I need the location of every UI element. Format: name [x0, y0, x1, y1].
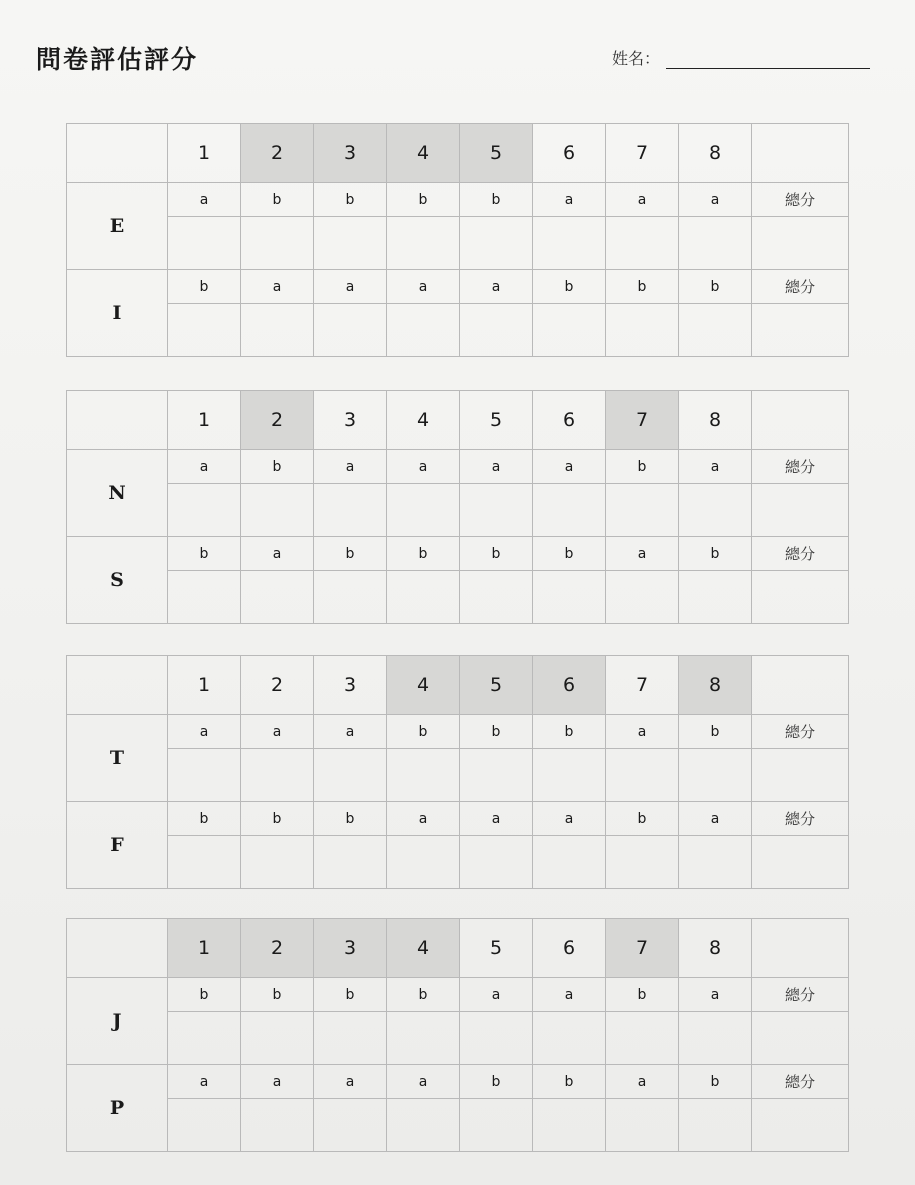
- answer-row-j: [67, 978, 849, 1012]
- answer-key-p-6: b: [533, 1065, 606, 1099]
- total-label-t: 總分: [752, 715, 849, 749]
- answer-row-e: [67, 183, 849, 217]
- answer-key-p-3: a: [314, 1065, 387, 1099]
- answer-key-j-3: b: [314, 978, 387, 1012]
- type-letter-n: N: [67, 450, 168, 537]
- entry-cell-t-1[interactable]: [168, 749, 241, 802]
- total-entry-n[interactable]: [752, 484, 849, 537]
- question-number-7: 7: [606, 391, 679, 450]
- entry-cell-p-3[interactable]: [314, 1099, 387, 1152]
- answer-key-e-5: b: [460, 183, 533, 217]
- answer-key-f-2: b: [241, 802, 314, 836]
- answer-key-s-6: b: [533, 537, 606, 571]
- total-label-f: 總分: [752, 802, 849, 836]
- question-number-3: 3: [314, 919, 387, 978]
- answer-key-f-3: b: [314, 802, 387, 836]
- entry-cell-n-1[interactable]: [168, 484, 241, 537]
- answer-key-t-7: a: [606, 715, 679, 749]
- answer-row-n: [67, 450, 849, 484]
- score-table-t-f: [66, 655, 849, 889]
- entry-row-n: [67, 484, 849, 537]
- header-row: [67, 391, 849, 450]
- answer-key-t-2: a: [241, 715, 314, 749]
- entry-cell-p-5[interactable]: [460, 1099, 533, 1152]
- total-entry-f[interactable]: [752, 836, 849, 889]
- answer-key-i-1: b: [168, 270, 241, 304]
- total-header-cell: [752, 656, 849, 715]
- question-number-7: 7: [606, 919, 679, 978]
- entry-cell-e-2[interactable]: [241, 217, 314, 270]
- question-number-1: 1: [168, 391, 241, 450]
- entry-cell-f-3[interactable]: [314, 836, 387, 889]
- entry-cell-s-3[interactable]: [314, 571, 387, 624]
- answer-key-j-5: a: [460, 978, 533, 1012]
- answer-key-j-8: a: [679, 978, 752, 1012]
- corner-cell: [67, 124, 168, 183]
- entry-cell-t-2[interactable]: [241, 749, 314, 802]
- answer-key-s-4: b: [387, 537, 460, 571]
- answer-key-e-4: b: [387, 183, 460, 217]
- entry-cell-j-4[interactable]: [387, 1012, 460, 1065]
- entry-cell-i-6[interactable]: [533, 304, 606, 357]
- answer-key-s-1: b: [168, 537, 241, 571]
- type-letter-j: J: [67, 978, 168, 1065]
- question-number-7: 7: [606, 656, 679, 715]
- question-number-5: 5: [460, 391, 533, 450]
- question-number-3: 3: [314, 391, 387, 450]
- entry-row-e: [67, 217, 849, 270]
- question-number-4: 4: [387, 124, 460, 183]
- entry-cell-e-3[interactable]: [314, 217, 387, 270]
- header-row: [67, 656, 849, 715]
- entry-cell-e-1[interactable]: [168, 217, 241, 270]
- answer-key-p-5: b: [460, 1065, 533, 1099]
- entry-cell-i-5[interactable]: [460, 304, 533, 357]
- answer-key-n-1: a: [168, 450, 241, 484]
- total-label-j: 總分: [752, 978, 849, 1012]
- entry-cell-s-6[interactable]: [533, 571, 606, 624]
- total-entry-p[interactable]: [752, 1099, 849, 1152]
- question-number-6: 6: [533, 919, 606, 978]
- answer-key-e-7: a: [606, 183, 679, 217]
- corner-cell: [67, 919, 168, 978]
- question-number-4: 4: [387, 391, 460, 450]
- corner-cell: [67, 656, 168, 715]
- entry-cell-j-8[interactable]: [679, 1012, 752, 1065]
- type-letter-t: T: [67, 715, 168, 802]
- entry-cell-n-3[interactable]: [314, 484, 387, 537]
- entry-cell-j-2[interactable]: [241, 1012, 314, 1065]
- answer-key-e-2: b: [241, 183, 314, 217]
- question-number-2: 2: [241, 919, 314, 978]
- answer-key-i-6: b: [533, 270, 606, 304]
- answer-key-t-8: b: [679, 715, 752, 749]
- answer-key-j-6: a: [533, 978, 606, 1012]
- page-title: 問卷評估評分: [36, 45, 199, 74]
- type-letter-p: P: [67, 1065, 168, 1152]
- entry-cell-i-3[interactable]: [314, 304, 387, 357]
- question-number-5: 5: [460, 919, 533, 978]
- question-number-8: 8: [679, 391, 752, 450]
- question-number-1: 1: [168, 656, 241, 715]
- total-header-cell: [752, 391, 849, 450]
- answer-key-e-6: a: [533, 183, 606, 217]
- type-letter-i: I: [67, 270, 168, 357]
- entry-cell-i-4[interactable]: [387, 304, 460, 357]
- total-label-n: 總分: [752, 450, 849, 484]
- answer-key-p-1: a: [168, 1065, 241, 1099]
- answer-key-e-1: a: [168, 183, 241, 217]
- question-number-1: 1: [168, 124, 241, 183]
- question-number-8: 8: [679, 919, 752, 978]
- entry-cell-n-4[interactable]: [387, 484, 460, 537]
- score-table-e-i: [66, 123, 849, 357]
- entry-cell-n-6[interactable]: [533, 484, 606, 537]
- answer-key-i-7: b: [606, 270, 679, 304]
- answer-key-n-6: a: [533, 450, 606, 484]
- entry-cell-s-2[interactable]: [241, 571, 314, 624]
- answer-key-j-2: b: [241, 978, 314, 1012]
- answer-key-f-1: b: [168, 802, 241, 836]
- total-entry-i[interactable]: [752, 304, 849, 357]
- entry-cell-s-5[interactable]: [460, 571, 533, 624]
- question-number-2: 2: [241, 391, 314, 450]
- answer-key-p-8: b: [679, 1065, 752, 1099]
- answer-row-s: [67, 537, 849, 571]
- total-label-i: 總分: [752, 270, 849, 304]
- answer-key-f-5: a: [460, 802, 533, 836]
- answer-key-f-7: b: [606, 802, 679, 836]
- entry-cell-p-1[interactable]: [168, 1099, 241, 1152]
- answer-key-f-4: a: [387, 802, 460, 836]
- entry-cell-j-6[interactable]: [533, 1012, 606, 1065]
- answer-key-p-4: a: [387, 1065, 460, 1099]
- entry-cell-f-2[interactable]: [241, 836, 314, 889]
- entry-cell-t-4[interactable]: [387, 749, 460, 802]
- question-number-3: 3: [314, 656, 387, 715]
- answer-key-s-7: a: [606, 537, 679, 571]
- entry-cell-e-7[interactable]: [606, 217, 679, 270]
- total-label-e: 總分: [752, 183, 849, 217]
- entry-cell-i-7[interactable]: [606, 304, 679, 357]
- answer-key-p-7: a: [606, 1065, 679, 1099]
- entry-cell-j-1[interactable]: [168, 1012, 241, 1065]
- entry-cell-j-7[interactable]: [606, 1012, 679, 1065]
- question-number-8: 8: [679, 124, 752, 183]
- total-entry-j[interactable]: [752, 1012, 849, 1065]
- answer-key-t-4: b: [387, 715, 460, 749]
- question-number-6: 6: [533, 391, 606, 450]
- question-number-7: 7: [606, 124, 679, 183]
- question-number-4: 4: [387, 656, 460, 715]
- question-number-5: 5: [460, 124, 533, 183]
- answer-key-s-8: b: [679, 537, 752, 571]
- entry-cell-e-4[interactable]: [387, 217, 460, 270]
- answer-key-e-8: a: [679, 183, 752, 217]
- answer-key-i-5: a: [460, 270, 533, 304]
- answer-row-t: [67, 715, 849, 749]
- entry-cell-n-2[interactable]: [241, 484, 314, 537]
- answer-key-t-6: b: [533, 715, 606, 749]
- answer-key-n-2: b: [241, 450, 314, 484]
- entry-cell-i-8[interactable]: [679, 304, 752, 357]
- answer-key-j-4: b: [387, 978, 460, 1012]
- answer-key-n-3: a: [314, 450, 387, 484]
- answer-key-f-6: a: [533, 802, 606, 836]
- answer-key-i-2: a: [241, 270, 314, 304]
- entry-row-i: [67, 304, 849, 357]
- answer-key-i-8: b: [679, 270, 752, 304]
- entry-cell-s-4[interactable]: [387, 571, 460, 624]
- entry-cell-f-7[interactable]: [606, 836, 679, 889]
- question-number-1: 1: [168, 919, 241, 978]
- answer-key-n-8: a: [679, 450, 752, 484]
- entry-row-f: [67, 836, 849, 889]
- entry-row-p: [67, 1099, 849, 1152]
- answer-key-i-4: a: [387, 270, 460, 304]
- entry-cell-i-2[interactable]: [241, 304, 314, 357]
- question-number-4: 4: [387, 919, 460, 978]
- entry-cell-n-7[interactable]: [606, 484, 679, 537]
- entry-cell-e-5[interactable]: [460, 217, 533, 270]
- name-underline[interactable]: [666, 52, 870, 69]
- answer-key-j-1: b: [168, 978, 241, 1012]
- answer-row-f: [67, 802, 849, 836]
- entry-cell-s-8[interactable]: [679, 571, 752, 624]
- question-number-8: 8: [679, 656, 752, 715]
- total-header-cell: [752, 124, 849, 183]
- total-label-s: 總分: [752, 537, 849, 571]
- type-letter-s: S: [67, 537, 168, 624]
- question-number-2: 2: [241, 656, 314, 715]
- score-table-n-s: [66, 390, 849, 624]
- entry-cell-e-8[interactable]: [679, 217, 752, 270]
- name-label: 姓名：: [612, 49, 661, 68]
- answer-key-n-7: b: [606, 450, 679, 484]
- entry-cell-f-8[interactable]: [679, 836, 752, 889]
- total-entry-e[interactable]: [752, 217, 849, 270]
- question-number-2: 2: [241, 124, 314, 183]
- entry-cell-p-4[interactable]: [387, 1099, 460, 1152]
- entry-cell-p-2[interactable]: [241, 1099, 314, 1152]
- answer-key-j-7: b: [606, 978, 679, 1012]
- entry-cell-i-1[interactable]: [168, 304, 241, 357]
- entry-cell-j-3[interactable]: [314, 1012, 387, 1065]
- entry-row-t: [67, 749, 849, 802]
- question-number-6: 6: [533, 656, 606, 715]
- answer-key-f-8: a: [679, 802, 752, 836]
- answer-key-t-1: a: [168, 715, 241, 749]
- answer-key-t-5: b: [460, 715, 533, 749]
- entry-cell-f-5[interactable]: [460, 836, 533, 889]
- name-field: [612, 46, 870, 69]
- total-header-cell: [752, 919, 849, 978]
- entry-cell-p-6[interactable]: [533, 1099, 606, 1152]
- answer-row-p: [67, 1065, 849, 1099]
- question-number-3: 3: [314, 124, 387, 183]
- entry-cell-f-4[interactable]: [387, 836, 460, 889]
- entry-cell-t-7[interactable]: [606, 749, 679, 802]
- entry-cell-f-6[interactable]: [533, 836, 606, 889]
- header-row: [67, 124, 849, 183]
- entry-cell-n-8[interactable]: [679, 484, 752, 537]
- question-number-5: 5: [460, 656, 533, 715]
- entry-cell-s-1[interactable]: [168, 571, 241, 624]
- answer-key-e-3: b: [314, 183, 387, 217]
- answer-row-i: [67, 270, 849, 304]
- entry-row-s: [67, 571, 849, 624]
- question-number-6: 6: [533, 124, 606, 183]
- type-letter-f: F: [67, 802, 168, 889]
- entry-row-j: [67, 1012, 849, 1065]
- entry-cell-f-1[interactable]: [168, 836, 241, 889]
- entry-cell-e-6[interactable]: [533, 217, 606, 270]
- total-entry-t[interactable]: [752, 749, 849, 802]
- answer-key-s-5: b: [460, 537, 533, 571]
- total-entry-s[interactable]: [752, 571, 849, 624]
- entry-cell-t-6[interactable]: [533, 749, 606, 802]
- answer-key-n-5: a: [460, 450, 533, 484]
- entry-cell-t-3[interactable]: [314, 749, 387, 802]
- answer-key-p-2: a: [241, 1065, 314, 1099]
- corner-cell: [67, 391, 168, 450]
- type-letter-e: E: [67, 183, 168, 270]
- answer-key-s-2: a: [241, 537, 314, 571]
- entry-cell-j-5[interactable]: [460, 1012, 533, 1065]
- total-label-p: 總分: [752, 1065, 849, 1099]
- answer-key-s-3: b: [314, 537, 387, 571]
- answer-key-i-3: a: [314, 270, 387, 304]
- entry-cell-p-8[interactable]: [679, 1099, 752, 1152]
- entry-cell-t-5[interactable]: [460, 749, 533, 802]
- score-table-j-p: [66, 918, 849, 1152]
- entry-cell-n-5[interactable]: [460, 484, 533, 537]
- entry-cell-t-8[interactable]: [679, 749, 752, 802]
- entry-cell-s-7[interactable]: [606, 571, 679, 624]
- header-row: [67, 919, 849, 978]
- answer-key-n-4: a: [387, 450, 460, 484]
- answer-key-t-3: a: [314, 715, 387, 749]
- entry-cell-p-7[interactable]: [606, 1099, 679, 1152]
